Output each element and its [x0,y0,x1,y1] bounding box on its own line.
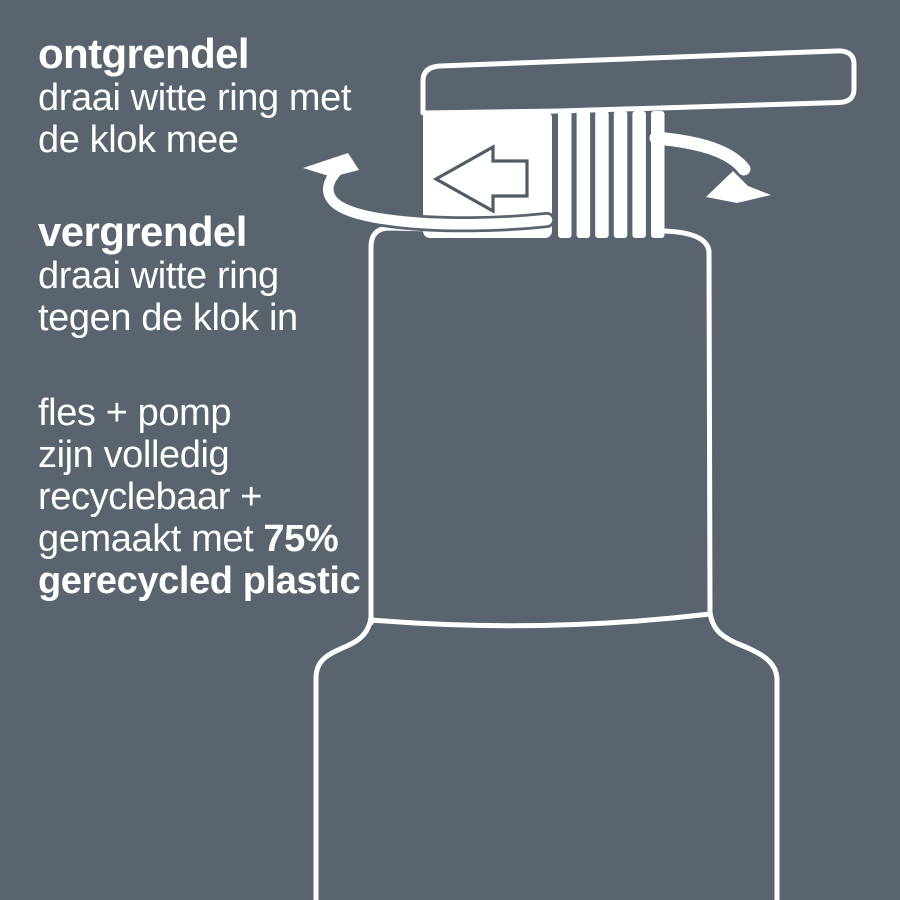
recycle-line-2: zijn volledig [38,434,230,476]
recycling-note [38,392,398,602]
recycle-percentage: 75% [263,518,339,560]
unlock-line-1: draai witte ring met [38,77,352,119]
recycle-line-4-regular: gemaakt met [38,518,264,560]
lock-line-1: draai witte ring [38,255,279,297]
recycled-plastic-label: gerecycled plastic [38,560,361,602]
collar-rib [651,111,665,238]
lock-instruction [38,208,398,339]
recycle-line-4 [38,518,398,560]
unlock-line-2: de klok mee [38,118,239,161]
collar-rib [632,111,646,238]
recycle-line-3: recyclebaar + [38,476,262,518]
recycle-line-5 [38,560,398,602]
unlock-instruction [38,30,398,161]
collar-rib [577,111,591,238]
collar-rib [614,111,628,238]
collar-rib [558,111,572,238]
lock-line-2: tegen de klok in [38,296,298,339]
collar-rib [595,111,609,238]
lock-title: vergrendel [38,208,247,255]
unlock-title: ontgrendel [38,30,249,77]
recycle-line-1: fles + pomp [38,392,232,434]
